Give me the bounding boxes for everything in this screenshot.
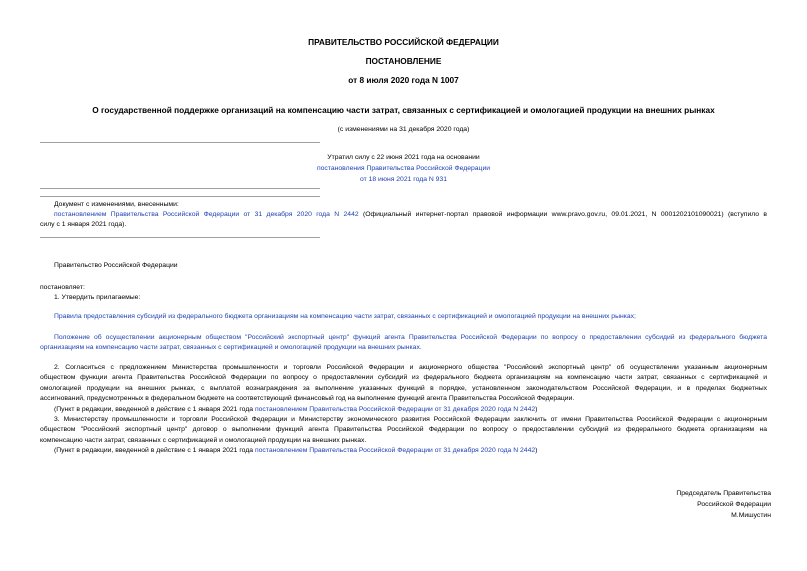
amendments-source: (Официальный интернет-портал правовой информации www.pravo.gov.ru, 09.01.2021, N 0001202101090021) (вступило в bbox=[362, 211, 768, 218]
document-date-number: от 8 июля 2020 года N 1007 bbox=[348, 75, 459, 85]
lost-force-link-2[interactable]: от 18 июня 2021 года N 931 bbox=[359, 176, 448, 183]
lost-force-link-1[interactable]: постановления Правительства Российской Федерации bbox=[316, 165, 491, 172]
separator-rule bbox=[40, 196, 320, 197]
item-3-edition-note: (Пункт в редакции, введенной в действие с 1 января 2021 года постановлением Правительства Российской Федерации от 31 декабря 2020 года N 2442) bbox=[54, 447, 538, 454]
resolves-line: постановляет: bbox=[40, 284, 85, 291]
item-2-edition-note: (Пункт в редакции, введенной в действие с 1 января 2021 года постановлением Правительства Российской Федерации от 31 декабря 2020 года N 2442) bbox=[54, 406, 538, 413]
signature-position: Председатель Правительства bbox=[676, 490, 771, 497]
item-1-line: 1. Утвердить прилагаемые: bbox=[54, 294, 141, 301]
item-2-edition-link[interactable]: постановлением Правительства Российской Федерации от 31 декабря 2020 года N 2442 bbox=[254, 406, 536, 413]
signature-name: М.Мишустин bbox=[731, 512, 771, 519]
document-type-heading: ПОСТАНОВЛЕНИЕ bbox=[365, 56, 442, 66]
item-2-paragraph: 2. Согласиться с предложением Министерства промышленности и торговли Российской Федерации и акционерного общества "Российский экспортный центр" об осуществлении указанным акционерным обществом функции агента Правительства Российской Федерации по вопросу о предоставлении субсидий из федерального бюджета организациям на компенсацию части затрат, связанных с сертификацией и омологацией продукции на внешних рынках, с выплатой вознаграждения за выполнение указанных функций в порядке, установленном законодательством Российской Федерации, и в пределах бюджетных ассигнований, предусмотренных в федеральном бюджете на соответствующий финансовый год на выполнение функций агента Правительства Российской Федерации. bbox=[40, 364, 767, 402]
amendments-effective: силу с 1 января 2021 года). bbox=[40, 221, 127, 229]
amendments-paragraph bbox=[40, 210, 767, 231]
authority-heading: ПРАВИТЕЛЬСТВО РОССИЙСКОЙ ФЕДЕРАЦИИ bbox=[308, 37, 499, 47]
amendments-link[interactable]: постановлением Правительства Российской Федерации от 31 декабря 2020 года N 2442 bbox=[54, 211, 359, 218]
separator-rule bbox=[40, 142, 320, 143]
separator-rule bbox=[40, 188, 320, 189]
lost-force-text: Утратил силу с 22 июня 2021 года на основании bbox=[327, 154, 480, 161]
item-3-edition-link[interactable]: постановлением Правительства Российской Федерации от 31 декабря 2020 года N 2442 bbox=[254, 447, 536, 454]
signature-authority: Российской Федерации bbox=[697, 501, 771, 508]
separator-rule bbox=[40, 237, 320, 238]
rules-link[interactable]: Правила предоставления субсидий из федерального бюджета организациям на компенсацию части затрат, связанных с сертификацией и омологацией продукции на внешних рынках; bbox=[54, 313, 636, 320]
amendments-label: Документ с изменениями, внесенными: bbox=[54, 201, 179, 208]
document-title: О государственной поддержке организаций на компенсацию части затрат, связанных с сертификацией и омологацией продукции на внешних рынках bbox=[92, 105, 715, 115]
regulation-link[interactable]: Положение об осуществлении акционерным обществом "Российский экспортный центр" функций агента Правительства Российской Федерации по вопросу о предоставлении субсидий из федерального бюджета организациям на компенсацию части затрат, связанных с сертификацией и омологацией продукции на внешних рынках. bbox=[40, 334, 767, 352]
signature-block bbox=[676, 488, 771, 521]
government-line: Правительство Российской Федерации bbox=[54, 262, 178, 269]
edition-note: (с изменениями на 31 декабря 2020 года) bbox=[337, 126, 470, 133]
item-3-paragraph: 3. Министерству промышленности и торговли Российской Федерации и Министерству экономического развития Российской Федерации заключить от имени Правительства Российской Федерации с акционерным обществом "Российский экспортный центр" договор о выполнении функций агента Правительства Российской Федерации по вопросу о предоставлении субсидий из федерального бюджета организациям на компенсацию части затрат, связанных с сертификацией и омологацией продукции на внешних рынках. bbox=[40, 416, 767, 444]
